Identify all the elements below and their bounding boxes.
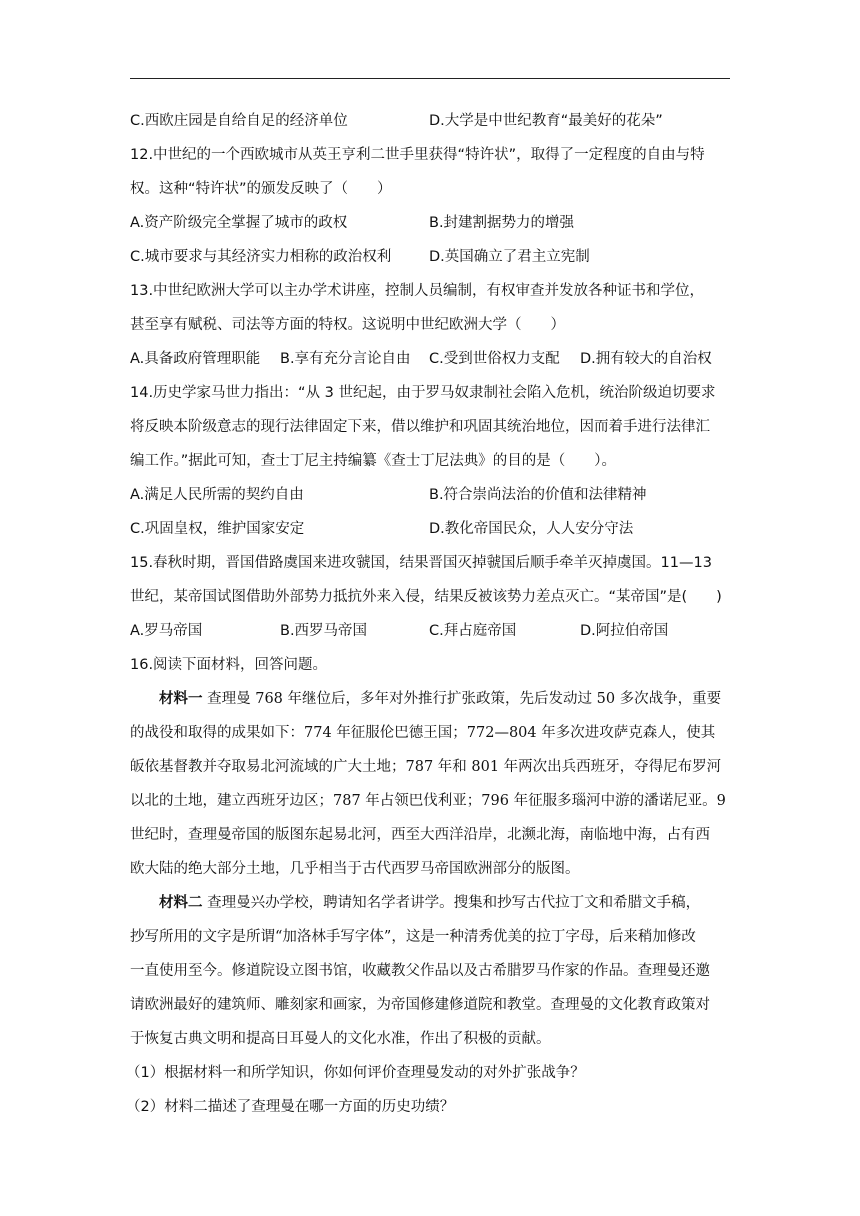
q16-stem: 16.阅读下面材料，回答问题。 [130, 657, 328, 673]
material-2-line-3: 一直使用至今。修道院设立图书馆，收藏教父作品以及古希腊罗马作家的作品。查理曼还邀 [130, 963, 710, 979]
material-1-label: 材料一 [159, 690, 203, 707]
material-1-line-5: 世纪时，查理曼帝国的版图东起易北河，西至大西洋沿岸，北濒北海，南临地中海，占有西 [130, 827, 710, 843]
material-1-line-4: 以北的土地，建立西班牙边区；787 年占领巴伐利亚；796 年征服多瑙河中游的潘诺尼亚。9 [130, 793, 726, 809]
q12-options-ab [130, 213, 730, 233]
q15-option-b: B.西罗马帝国 [280, 623, 368, 639]
q12-stem-line-2: 权。这种“特许状”的颁发反映了（ ） [130, 181, 392, 197]
q16-subquestion-2: （2）材料二描述了查理曼在哪一方面的历史功绩？ [126, 1099, 455, 1115]
header-rule [130, 78, 730, 79]
q12-options-cd [130, 247, 730, 267]
q12-option-b: B.封建割据势力的增强 [429, 215, 575, 231]
q13-options [130, 349, 730, 369]
q11-option-d: D.大学是中世纪教育“最美好的花朵” [429, 113, 663, 129]
q15-option-a: A.罗马帝国 [130, 623, 203, 639]
material-2-line-2: 抄写所用的文字是所谓“加洛林手写字体”，这是一种清秀优美的拉丁字母，后来稍加修改 [130, 929, 696, 945]
q14-option-b: B.符合崇尚法治的价值和法律精神 [429, 487, 647, 503]
material-2-label: 材料二 [159, 894, 203, 911]
q13-stem-line-1: 13.中世纪欧洲大学可以主办学术讲座，控制人员编制，有权审查并发放各种证书和学位， [130, 283, 705, 299]
q15-stem-line-1: 15.春秋时期，晋国借路虞国来进攻虢国，结果晋国灭掉虢国后顺手牵羊灭掉虞国。11—13 [130, 555, 712, 571]
q13-option-c: C.受到世俗权力支配 [429, 351, 560, 367]
q11-option-c: C.西欧庄园是自给自足的经济单位 [130, 113, 348, 129]
material-1-line-1 [159, 689, 721, 709]
q14-stem-line-2: 将反映本阶级意志的现行法律固定下来，借以维护和巩固其统治地位，因而着手进行法律汇 [130, 419, 710, 435]
material-1-line-6: 欧大陆的绝大部分土地，几乎相当于古代西罗马帝国欧洲部分的版图。 [130, 861, 580, 877]
q14-stem-line-3: 编工作。”据此可知，查士丁尼主持编纂《查士丁尼法典》的目的是（ ）。 [130, 453, 617, 469]
q13-option-b: B.享有充分言论自由 [280, 351, 411, 367]
q15-options [130, 621, 730, 641]
q16-subquestion-1: （1）根据材料一和所学知识，你如何评价查理曼发动的对外扩张战争？ [126, 1065, 585, 1081]
q15-stem-line-2: 世纪，某帝国试图借助外部势力抵抗外来入侵，结果反被该势力差点灭亡。“某帝国”是( ) [130, 589, 722, 605]
q15-option-c: C.拜占庭帝国 [429, 623, 517, 639]
material-2-line-1 [159, 893, 700, 913]
q14-option-c: C.巩固皇权，维护国家安定 [130, 521, 305, 537]
q14-option-a: A.满足人民所需的契约自由 [130, 487, 304, 503]
q11-options-cd [130, 111, 730, 131]
q14-options-cd [130, 519, 730, 539]
q15-option-d: D.阿拉伯帝国 [580, 623, 669, 639]
q14-option-d: D.教化帝国民众，人人安分守法 [429, 521, 634, 537]
q12-stem-line-1: 12.中世纪的一个西欧城市从英王亨利二世手里获得“特许状”，取得了一定程度的自由与特 [130, 147, 705, 163]
q14-stem-line-1: 14.历史学家马世力指出：“从 3 世纪起，由于罗马奴隶制社会陷入危机，统治阶级迫切要求 [130, 385, 716, 401]
material-1-line-3: 皈依基督教并夺取易北河流域的广大土地；787 年和 801 年两次出兵西班牙，夺得尼布罗河 [130, 759, 722, 775]
material-2-text-1: 查理曼兴办学校，聘请知名学者讲学。搜集和抄写古代拉丁文和希腊文手稿， [202, 895, 701, 911]
q12-option-a: A.资产阶级完全掌握了城市的政权 [130, 215, 348, 231]
q14-options-ab [130, 485, 730, 505]
material-1-text-1: 查理曼 768 年继位后，多年对外推行扩张政策，先后发动过 50 多次战争，重要 [202, 691, 722, 707]
q13-option-d: D.拥有较大的自治权 [580, 351, 712, 367]
material-2-line-4: 请欧洲最好的建筑师、雕刻家和画家，为帝国修建修道院和教堂。查理曼的文化教育政策对 [130, 997, 710, 1013]
material-1-line-2: 的战役和取得的成果如下：774 年征服伦巴德王国；772—804 年多次进攻萨克森人，使其 [130, 725, 716, 741]
q13-stem-line-2: 甚至享有赋税、司法等方面的特权。这说明中世纪欧洲大学（ ） [130, 317, 565, 333]
q13-option-a: A.具备政府管理职能 [130, 351, 261, 367]
material-2-line-5: 于恢复古典文明和提高日耳曼人的文化水准，作出了积极的贡献。 [130, 1031, 551, 1047]
q12-option-c: C.城市要求与其经济实力相称的政治权利 [130, 249, 392, 265]
q12-option-d: D.英国确立了君主立宪制 [429, 249, 590, 265]
